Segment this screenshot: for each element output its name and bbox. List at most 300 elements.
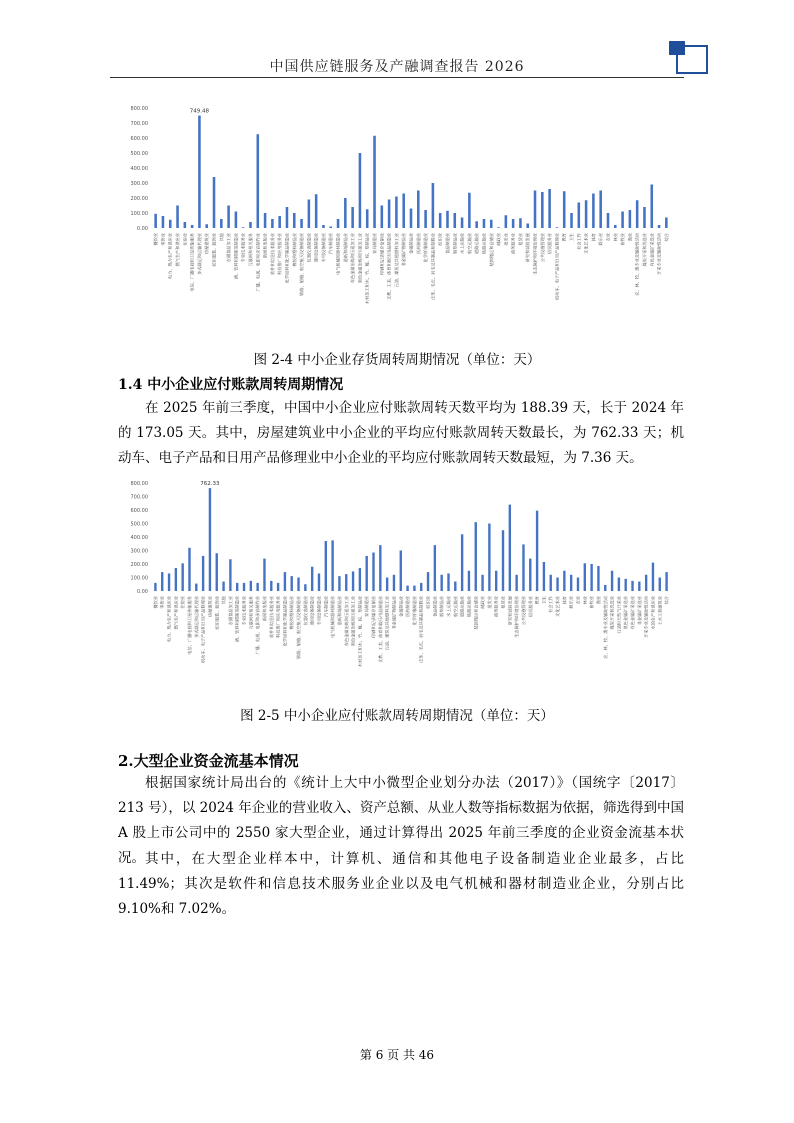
figure-2-4-caption: 图 2-4 中小企业存货周转周期情况（单位：天） <box>253 352 541 368</box>
bar <box>526 224 529 229</box>
bar <box>393 575 395 591</box>
x-tick-label: 电信、广播电视和卫星传输服务 <box>189 233 195 292</box>
bar <box>597 566 599 591</box>
bar <box>175 568 177 591</box>
x-tick-label: 石油和天然气开采业 <box>616 596 622 634</box>
payable-turnover-chart <box>110 475 684 695</box>
bar <box>220 219 223 228</box>
bar <box>495 571 497 591</box>
bar <box>329 227 332 229</box>
x-tick-label: 专用设备制造业 <box>316 596 322 626</box>
bar <box>331 540 333 591</box>
bar <box>461 534 463 591</box>
x-tick-label: 航空运输业 <box>466 233 472 254</box>
bar <box>490 220 493 228</box>
x-tick-label: 装卸搬运和仓储业 <box>473 596 479 630</box>
x-tick-label: 其他 <box>218 233 224 242</box>
x-tick-label: 电信、广播电视和卫星传输服务 <box>186 596 192 655</box>
bar <box>643 207 646 228</box>
y-tick-label: 0.00 <box>136 226 148 232</box>
bar <box>529 559 531 591</box>
x-tick-label: 非金属矿采选业 <box>636 596 642 626</box>
x-tick-label: 互联网和相关服务 <box>247 233 253 267</box>
bar <box>257 134 260 228</box>
x-tick-label: 医药制造业 <box>415 233 421 254</box>
bar <box>665 572 667 591</box>
x-tick-label: 印刷和记录媒介复制业 <box>379 233 385 275</box>
x-tick-label: 水的生产和供应业 <box>650 596 656 630</box>
peak-data-label: 749.48 <box>189 108 210 115</box>
bar <box>665 218 668 229</box>
x-tick-label: 汽车制造业 <box>328 233 334 254</box>
bar <box>453 213 456 228</box>
bar <box>263 559 265 591</box>
bar <box>395 197 398 229</box>
x-tick-label: 酒、饮料和精制茶制造业 <box>233 233 239 280</box>
header-divider <box>110 77 684 78</box>
x-tick-label: 有色金属矿采选业 <box>630 596 636 630</box>
x-tick-label: 金属制品业 <box>398 596 404 617</box>
bar <box>256 583 258 591</box>
x-tick-label: 水上运输业 <box>459 233 465 254</box>
bar <box>311 567 313 591</box>
section-2-paragraph-2: 其中，在大型企业样本中，计算机、通信和其他电子设备制造业企业最多，占比 11.49%；其次是软件和信息技术服务业企业以及电气机械和器材制造业企业，分别占比 9.10%和 7.02%。 <box>118 851 684 917</box>
bar <box>534 191 537 229</box>
x-tick-label: 金属制品业 <box>408 233 414 254</box>
x-tick-label: 酒、饮料和精制茶制造业 <box>234 596 240 643</box>
x-tick-label: 石油、煤炭及其他燃料加工业 <box>384 596 390 651</box>
x-tick-label: 文化艺术业 <box>555 596 561 617</box>
y-tick-label: 600.00 <box>130 508 148 514</box>
x-tick-label: 黑色金属冶炼和压延加工业 <box>357 232 363 284</box>
bar <box>420 583 422 591</box>
x-tick-label: 铁路运输业 <box>481 233 487 254</box>
x-tick-label: 生态保护和环境治理业 <box>532 233 538 275</box>
x-tick-label: 公共设施管理业 <box>520 596 526 626</box>
bar <box>417 191 420 229</box>
x-tick-label: 家具制造业 <box>364 596 370 617</box>
x-tick-label: 文化艺术业 <box>583 233 589 254</box>
x-tick-label: 批发业 <box>486 596 492 609</box>
inventory-turnover-chart-svg <box>110 100 684 340</box>
x-tick-label: 纺织服装、服饰业 <box>211 233 217 267</box>
bar <box>578 203 581 229</box>
x-tick-label: 机动车、电子产品和日用产品修理业 <box>200 596 206 664</box>
bar <box>468 571 470 591</box>
x-tick-label: 有色金属矿采选业 <box>649 233 655 267</box>
x-tick-label: 文教、工美、体育和娱乐用品制造业 <box>386 233 392 301</box>
bar <box>577 578 579 592</box>
report-logo-icon <box>664 40 708 74</box>
x-tick-label: 邮政业 <box>496 233 502 246</box>
x-tick-label: 烟草制品业 <box>452 233 458 254</box>
x-tick-label: 互联网和相关服务 <box>248 596 254 630</box>
x-tick-label: 零售业 <box>160 233 166 246</box>
bar <box>277 583 279 591</box>
bar <box>548 189 551 228</box>
bar <box>184 222 187 228</box>
section-2-heading: 2.大型企业资金流基本情况 <box>118 752 299 770</box>
bar <box>176 206 179 229</box>
section-1-4-paragraph: 在 2025 年前三季度，中国中小企业应付账款周转天数平均为 188.39 天，长于 2024 年的 173.05 天。其中，房屋建筑业中小企业的平均应付账款周转天数最长，为 762.33 天；机动车、电子产品和日用产品修理业中小企业的平均应付账款周转天数最短，为 7.36 天。 <box>118 400 684 466</box>
bar <box>278 216 281 228</box>
y-tick-label: 800.00 <box>130 106 148 112</box>
bar <box>631 581 633 591</box>
bar <box>366 209 369 228</box>
bar <box>570 213 573 228</box>
bar <box>379 545 381 591</box>
y-tick-label: 100.00 <box>130 575 148 582</box>
y-tick-label: 800.00 <box>130 481 148 487</box>
x-tick-label: 专业技术服务业 <box>241 596 247 626</box>
y-tick-label: 400.00 <box>130 166 148 172</box>
payable-turnover-chart-svg <box>110 475 684 695</box>
x-tick-label: 皮革、毛皮、羽毛及其制品和制鞋业 <box>418 596 424 664</box>
bar <box>202 556 204 591</box>
section-2-paragraph-1: 根据国家统计局出台的《统计上大中小微型企业划分办法（2017）》（国统字〔2017〕213 号），以 2024 年企业的营业收入、资产总额、从业人数等指标数据为依据，筛选得到中国 A 股上市公司中的 2550 家大型企业，通过计算得出 2025 年前三季度的企业资金流基本状况。 <box>118 775 684 866</box>
bar <box>264 213 267 228</box>
x-tick-label: 专用设备制造业 <box>320 233 326 263</box>
bar <box>650 185 653 229</box>
x-tick-label: 皮革、毛皮、羽毛及其制品和制鞋业 <box>430 233 436 301</box>
bar <box>216 553 218 591</box>
bar <box>454 582 456 591</box>
bar <box>475 221 478 228</box>
bar <box>446 211 449 228</box>
bar <box>625 579 627 591</box>
y-tick-label: 100.00 <box>130 211 148 217</box>
x-tick-label: 软件和信息技术服务业 <box>268 596 274 638</box>
bar <box>607 213 610 228</box>
x-tick-label: 橡胶和塑料制品业 <box>291 233 297 267</box>
bar <box>372 553 374 591</box>
x-tick-label: 文教、工美、体育和娱乐用品制造业 <box>377 596 383 664</box>
bar <box>604 585 606 591</box>
x-tick-label: 多式联运和运输代理业 <box>193 596 199 638</box>
bar <box>271 219 274 228</box>
y-tick-label: 500.00 <box>130 151 148 157</box>
bar <box>461 218 464 229</box>
x-tick-label: 铁路、船舶、航空航天设备制造业 <box>296 596 302 659</box>
bar <box>229 559 231 591</box>
x-tick-label: 畜牧业 <box>620 233 626 246</box>
y-tick-label: 300.00 <box>130 181 148 187</box>
x-tick-label: 租赁业 <box>500 596 506 609</box>
x-tick-label: 土木工程建筑业 <box>657 596 663 626</box>
x-tick-label: 黑色金属冶炼和压延加工业 <box>350 596 356 647</box>
x-tick-label: 餐饮业 <box>152 596 158 609</box>
bar <box>344 198 347 228</box>
bar <box>250 581 252 591</box>
bar <box>322 225 325 228</box>
x-tick-label: 社会工作 <box>548 596 554 613</box>
x-tick-label: 居民服务业 <box>527 596 533 617</box>
x-tick-label: 燃气生产和供应业 <box>175 233 181 267</box>
bar <box>291 576 293 591</box>
page-number: 第 6 页 共 46 <box>359 1048 435 1062</box>
x-tick-label: 软件和信息技术服务业 <box>269 233 275 275</box>
bar <box>169 220 172 228</box>
x-tick-label: 造纸和纸制品业 <box>336 596 342 626</box>
bar <box>614 225 617 228</box>
x-tick-label: 燃气生产和供应业 <box>173 596 179 630</box>
bar <box>188 548 190 591</box>
x-tick-label: 开采专业及辅助性活动 <box>656 233 662 275</box>
x-tick-label: 化学纤维制造业 <box>411 596 417 626</box>
bar <box>659 578 661 592</box>
bar <box>475 522 477 591</box>
bar <box>345 574 347 591</box>
bar <box>563 571 565 591</box>
bar <box>297 578 299 592</box>
x-tick-label: 电力、热力生产和供应业 <box>167 233 173 280</box>
bar <box>205 224 208 228</box>
x-tick-label: 医药制造业 <box>405 596 411 617</box>
bar <box>351 207 354 228</box>
bar <box>556 578 558 592</box>
bar <box>386 578 388 592</box>
bar <box>509 505 511 591</box>
x-tick-label: 研究和试验发展 <box>507 596 513 626</box>
x-tick-label: 综合 <box>663 233 669 242</box>
x-tick-label: 汽车制造业 <box>323 596 329 617</box>
bar <box>222 582 224 591</box>
y-tick-label: 200.00 <box>130 196 148 202</box>
bar <box>636 200 639 228</box>
bar <box>512 219 515 228</box>
x-tick-label: 木材加工和木、竹、藤、棕、草制品业 <box>357 596 363 668</box>
inventory-turnover-chart <box>110 100 684 340</box>
x-tick-label: 卫生 <box>541 596 547 605</box>
bar <box>181 563 183 591</box>
bar <box>162 216 165 228</box>
bar <box>618 578 620 592</box>
x-tick-label: 电气机械和器材制造业 <box>335 232 341 275</box>
x-tick-label: 化学原料和化学制品制造业 <box>282 596 288 647</box>
x-tick-label: 科技推广和应用服务业 <box>277 233 283 275</box>
bar <box>556 227 559 228</box>
x-tick-label: 铁路运输业 <box>466 596 472 617</box>
bar <box>270 581 272 591</box>
x-tick-label: 橡胶和塑料制品业 <box>289 596 295 630</box>
x-tick-label: 农业 <box>575 596 581 605</box>
x-tick-label: 家具制造业 <box>372 233 378 254</box>
bar <box>447 573 449 591</box>
bar <box>337 219 340 228</box>
bar <box>300 219 303 228</box>
x-tick-label: 铁路、船舶、航空航天设备制造业 <box>299 233 305 296</box>
bar <box>243 583 245 591</box>
peak-data-label: 762.33 <box>200 481 220 488</box>
bar <box>621 212 624 229</box>
x-tick-label: 零售业 <box>159 596 165 609</box>
y-tick-label: 700.00 <box>130 494 148 501</box>
x-tick-label: 食品制造业 <box>432 596 438 617</box>
x-tick-label: 煤炭开采和洗选业 <box>641 233 647 267</box>
x-tick-label: 教育 <box>561 233 567 242</box>
x-tick-label: 畜牧业 <box>589 596 595 609</box>
x-tick-label: 黑色金属矿采选业 <box>623 596 629 630</box>
x-tick-label: 电力、热力生产和供应业 <box>166 596 172 643</box>
bar <box>325 541 327 591</box>
x-tick-label: 居民服务业 <box>547 233 553 254</box>
x-tick-label: 石油、煤炭及其他燃料加工业 <box>393 233 399 288</box>
bar <box>427 572 429 591</box>
x-tick-label: 农副食品加工业 <box>227 596 233 626</box>
x-tick-label: 通用设备制造业 <box>313 233 319 263</box>
x-tick-label: 新闻和出版业 <box>261 596 267 622</box>
x-tick-label: 邮政业 <box>480 596 486 609</box>
bar <box>366 556 368 591</box>
bar <box>434 545 436 591</box>
figure-2-5-caption: 图 2-5 中小企业应付账款周转周期情况（单位：天） <box>240 708 554 724</box>
x-tick-label: 商务服务业 <box>510 233 516 254</box>
x-tick-label: 体育 <box>561 596 567 605</box>
x-tick-label: 化学纤维制造业 <box>423 233 429 263</box>
bar <box>599 191 602 229</box>
x-tick-label: 航空运输业 <box>452 596 458 617</box>
x-tick-label: 住宿业 <box>182 233 188 246</box>
x-tick-label: 化学原料和化学制品制造业 <box>284 233 290 284</box>
bar <box>161 572 163 591</box>
bar <box>652 563 654 591</box>
bar <box>483 219 486 228</box>
x-tick-label: 道路运输业 <box>459 596 465 617</box>
bar <box>198 116 201 228</box>
x-tick-label: 林业 <box>612 233 618 242</box>
bar <box>550 575 552 591</box>
bar <box>249 222 252 228</box>
bar <box>611 571 613 591</box>
x-tick-label: 餐饮业 <box>153 233 159 246</box>
x-tick-label: 公共设施管理业 <box>539 233 545 263</box>
report-header-title: 中国供应链服务及产融调查报告 2026 <box>269 59 525 75</box>
x-tick-label: 综合 <box>664 596 670 605</box>
bar <box>592 194 595 229</box>
bar <box>388 200 391 229</box>
x-tick-label: 仪器仪表制造业 <box>302 596 308 626</box>
bar <box>406 586 408 591</box>
x-tick-label: 批发业 <box>503 233 509 246</box>
bar <box>481 575 483 591</box>
bar <box>304 584 306 591</box>
bar <box>236 583 238 591</box>
x-tick-label: 纺织服装、服饰业 <box>214 596 220 630</box>
x-tick-label: 其他 <box>221 596 227 605</box>
x-tick-label: 专业技术服务业 <box>240 233 246 263</box>
bar <box>590 564 592 591</box>
bar <box>235 212 238 229</box>
x-tick-label: 食品制造业 <box>444 233 450 254</box>
bar <box>154 214 157 228</box>
x-tick-label: 机动车、电子产品和日用产品修理业 <box>554 233 560 301</box>
x-tick-label: 装卸搬运和仓储业 <box>488 233 494 267</box>
x-tick-label: 住宿业 <box>180 596 186 609</box>
bar <box>318 573 320 591</box>
x-tick-label: 科技推广和应用服务业 <box>275 596 281 638</box>
x-tick-label: 造纸和纸制品业 <box>342 232 348 263</box>
bar <box>440 575 442 591</box>
y-tick-label: 700.00 <box>130 121 148 127</box>
section-1-4-heading: 1.4 中小企业应付账款周转周期情况 <box>118 377 344 393</box>
bar <box>502 530 504 591</box>
x-tick-label: 卫生 <box>569 233 575 242</box>
bar <box>658 225 661 228</box>
bar <box>638 582 640 591</box>
bar <box>522 544 524 591</box>
x-tick-label: 渔业 <box>595 596 601 605</box>
bar <box>213 177 216 228</box>
bar <box>168 573 170 591</box>
bar <box>338 576 340 591</box>
x-tick-label: 道路运输业 <box>474 233 480 254</box>
x-tick-label: 农副食品加工业 <box>226 233 232 263</box>
x-tick-label: 农业 <box>605 233 611 242</box>
x-tick-label: 电气机械和器材制造业 <box>330 596 336 638</box>
x-tick-label: 水上运输业 <box>445 596 451 617</box>
x-tick-label: 教育 <box>534 596 540 605</box>
x-tick-label: 煤炭开采和洗选业 <box>609 596 615 630</box>
x-tick-label: 商务服务业 <box>493 596 499 617</box>
bar <box>352 571 354 591</box>
x-tick-label: 娱乐业 <box>598 233 604 246</box>
x-tick-label: 林业 <box>582 596 588 605</box>
y-tick-label: 200.00 <box>130 562 148 568</box>
x-tick-label: 纺织业 <box>425 596 431 609</box>
x-tick-label: 通用设备制造业 <box>309 596 315 626</box>
bar <box>505 215 508 228</box>
x-tick-label: 纺织业 <box>437 233 443 246</box>
bar <box>315 194 318 228</box>
bar <box>585 200 588 228</box>
x-tick-label: 多式联运和运输代理业 <box>196 233 202 275</box>
bar <box>209 488 211 591</box>
bar <box>286 207 289 228</box>
x-tick-label: 房屋建筑业 <box>207 596 213 617</box>
bar <box>424 210 427 228</box>
bar <box>359 568 361 591</box>
bar <box>308 200 311 229</box>
x-tick-label: 烟草制品业 <box>439 596 445 617</box>
x-tick-label: 体育 <box>590 233 596 242</box>
x-tick-label: 研究和试验发展 <box>525 233 531 263</box>
bar <box>536 511 538 591</box>
bar <box>563 191 566 228</box>
bar <box>413 586 415 591</box>
y-tick-label: 500.00 <box>130 521 148 528</box>
x-tick-label: 渔业 <box>627 233 633 242</box>
y-tick-label: 600.00 <box>130 136 148 142</box>
x-tick-label: 新闻和出版业 <box>262 233 268 259</box>
bar <box>195 584 197 591</box>
x-tick-label: 非金属矿物制品业 <box>401 233 407 267</box>
bar <box>432 183 435 228</box>
x-tick-label: 广播、电视、电影和录音制作业 <box>255 596 261 655</box>
x-tick-label: 生态保护和环境治理业 <box>514 596 520 638</box>
x-tick-label: 仪器仪表制造业 <box>306 233 312 263</box>
bar <box>515 575 517 591</box>
bar <box>468 193 471 228</box>
bar <box>293 213 296 228</box>
x-tick-label: 房屋建筑业 <box>204 233 210 254</box>
x-tick-label: 租赁业 <box>517 233 523 246</box>
bar <box>543 562 545 591</box>
bar <box>373 136 376 228</box>
x-tick-label: 木材加工和木、竹、藤、棕、草制品业 <box>364 233 370 305</box>
bar <box>645 575 647 591</box>
x-tick-label: 有色金属冶炼和压延加工业 <box>343 596 349 647</box>
bar <box>284 572 286 591</box>
